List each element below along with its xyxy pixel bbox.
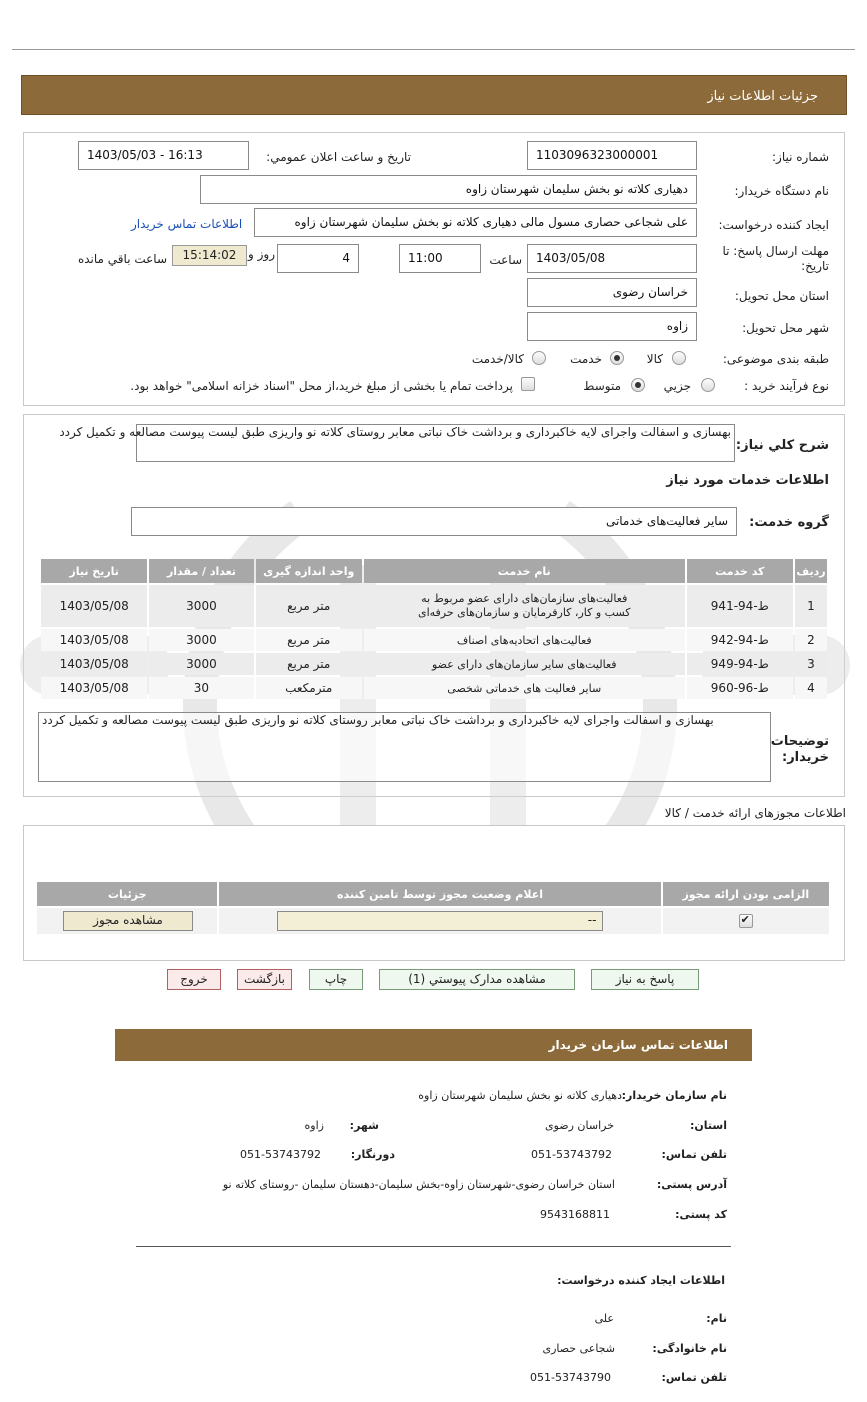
creator-phone-label: تلفن تماس: xyxy=(661,1371,727,1384)
category-radio-both[interactable] xyxy=(532,351,546,365)
permits-table xyxy=(35,880,831,936)
cell-status xyxy=(219,908,660,934)
back-button[interactable]: بازگشت xyxy=(237,969,292,990)
table-row xyxy=(41,629,827,651)
creator-name: علی xyxy=(594,1312,614,1325)
page-header xyxy=(21,75,847,115)
contact-province: خراسان رضوی xyxy=(544,1119,614,1132)
creator-family: شجاعی حصاری xyxy=(542,1342,615,1355)
province-field: خراسان رضوی xyxy=(527,278,697,307)
need-number-label: شماره نیاز: xyxy=(772,150,829,164)
category-service-label: خدمت xyxy=(570,352,602,366)
process-minor-label: جزیي xyxy=(663,379,691,393)
cell-unit: متر مربع xyxy=(256,653,362,675)
creator-label: ایجاد کننده درخواست: xyxy=(718,218,829,232)
cell-row: 2 xyxy=(795,629,827,651)
cell-qty: 30 xyxy=(149,677,253,699)
services-heading: اطلاعات خدمات مورد نیاز xyxy=(666,473,829,488)
creator-heading: اطلاعات ایجاد کننده درخواست: xyxy=(557,1274,725,1287)
cell-row: 3 xyxy=(795,653,827,675)
permits-heading: اطلاعات مجوزهای ارائه خدمت / کالا xyxy=(664,806,846,820)
remaining-timer: 15:14:02 xyxy=(172,245,247,266)
cell-date: 1403/05/08 xyxy=(41,677,147,699)
col-row: ردیف xyxy=(795,559,827,583)
service-group-label: گروه خدمت: xyxy=(749,515,829,530)
cell-required xyxy=(663,908,829,934)
category-radio-goods[interactable] xyxy=(672,351,686,365)
contact-address-label: آدرس پستی: xyxy=(656,1178,727,1191)
category-both-label: کالا/خدمت xyxy=(471,352,524,366)
cell-row: 4 xyxy=(795,677,827,699)
cell-unit: متر مربع xyxy=(256,585,362,627)
required-checkbox xyxy=(739,914,753,928)
deadline-label: مهلت ارسال پاسخ: تا تاریخ: xyxy=(722,244,829,273)
category-radio-service[interactable] xyxy=(610,351,624,365)
category-label: طبقه بندی موضوعی: xyxy=(722,352,829,366)
cell-details xyxy=(37,908,217,934)
days-field: 4 xyxy=(277,244,359,273)
page-title: جزئیات اطلاعات نیاز xyxy=(707,89,818,104)
process-radio-minor[interactable] xyxy=(701,378,715,392)
table-row xyxy=(41,585,827,627)
cell-qty: 3000 xyxy=(149,629,253,651)
province-label: استان محل تحویل: xyxy=(734,289,829,303)
contact-divider xyxy=(136,1246,731,1247)
top-divider xyxy=(12,49,855,50)
category-goods-label: کالا xyxy=(646,352,663,366)
col-unit: واحد اندازه گیری xyxy=(256,559,362,583)
col-status: اعلام وضعیت مجوز توسط تامین کننده xyxy=(219,882,660,906)
cell-code: ط-96-960 xyxy=(687,677,793,699)
contact-fax: 051-53743792 xyxy=(240,1148,321,1161)
treasury-payment-text: پرداخت تمام یا بخشی از مبلغ خرید،از محل "اسناد خزانه اسلامی" خواهد بود. xyxy=(130,379,513,393)
summary-label: شرح کلي نیاز: xyxy=(735,438,829,453)
services-table xyxy=(39,557,829,701)
days-label: روز و xyxy=(248,247,275,261)
cell-code: ط-94-949 xyxy=(687,653,793,675)
cell-name: فعالیت‌های سازمان‌های دارای عضو مربوط به کسب و کار، کارفرمایان و سازمان‌های حرفه‌ای xyxy=(364,585,685,627)
cell-unit: مترمکعب xyxy=(256,677,362,699)
summary-textarea[interactable] xyxy=(59,424,735,462)
buyer-notes-textarea[interactable] xyxy=(38,712,771,782)
cell-name: فعالیت‌های اتحادیه‌های اصناف xyxy=(364,629,685,651)
buyer-org-label: نام دستگاه خریدار: xyxy=(734,184,829,198)
treasury-payment-checkbox[interactable] xyxy=(521,377,535,391)
col-details: جزئیات xyxy=(37,882,217,906)
buyer-org-field: دهیاری کلاته نو بخش سلیمان شهرستان زاوه xyxy=(200,175,697,204)
contact-address: استان خراسان رضوی-شهرستان زاوه-بخش سلیمان-دهستان سلیمان -روستای کلاته نو xyxy=(222,1178,615,1191)
process-medium-label: متوسط xyxy=(583,379,621,393)
deadline-date-field: 1403/05/08 xyxy=(527,244,697,273)
contact-province-label: استان: xyxy=(690,1119,727,1132)
contact-postal: 9543168811 xyxy=(540,1208,610,1221)
table-row xyxy=(37,908,829,934)
cell-name: سایر فعالیت های خدماتی شخصی xyxy=(364,677,685,699)
contact-fax-label: دورنگار: xyxy=(350,1148,395,1161)
creator-name-label: نام: xyxy=(706,1312,727,1325)
cell-code: ط-94-942 xyxy=(687,629,793,651)
city-field: زاوه xyxy=(527,312,697,341)
creator-family-label: نام خانوادگی: xyxy=(652,1342,727,1355)
cell-code: ط-94-941 xyxy=(687,585,793,627)
view-permit-button[interactable]: مشاهده مجوز xyxy=(63,911,193,931)
contact-city-label: شهر: xyxy=(349,1119,379,1132)
cell-qty: 3000 xyxy=(149,585,253,627)
cell-date: 1403/05/08 xyxy=(41,585,147,627)
col-qty: تعداد / مقدار xyxy=(149,559,253,583)
service-group-field: سایر فعالیت‌های خدماتی xyxy=(131,507,737,536)
contact-phone-label: تلفن تماس: xyxy=(661,1148,727,1161)
cell-date: 1403/05/08 xyxy=(41,653,147,675)
cell-unit: متر مربع xyxy=(256,629,362,651)
contact-title: اطلاعات تماس سازمان خریدار xyxy=(548,1038,728,1052)
contact-city: زاوه xyxy=(304,1119,324,1132)
reply-button[interactable]: پاسخ به نیاز xyxy=(591,969,699,990)
process-label: نوع فرآیند خرید : xyxy=(744,379,829,393)
deadline-time-label: ساعت xyxy=(489,253,522,267)
creator-field: علی شجاعی حصاری مسول مالی دهیاری کلاته نو بخش سلیمان شهرستان زاوه xyxy=(254,208,697,237)
cell-name: فعالیت‌های سایر سازمان‌های دارای عضو xyxy=(364,653,685,675)
contact-org-label: نام سازمان خریدار: xyxy=(621,1089,727,1102)
cell-date: 1403/05/08 xyxy=(41,629,147,651)
summary-text: بهسازی و اسفالت واجرای لایه خاکبرداری و برداشت خاک نباتی معابر روستای کلاته نو واریزی طبق لیست پیوست مصالعه و تکمیل کردد xyxy=(59,425,731,439)
table-row xyxy=(41,677,827,699)
print-button[interactable]: چاپ xyxy=(309,969,363,990)
contact-postal-label: کد پستی: xyxy=(675,1208,727,1221)
buyer-notes-text: بهسازی و اسفالت واجرای لایه خاکبرداری و برداشت خاک نباتی معابر روستای کلاته نو واریزی طبق لیست پیوست مصالعه و تکمیل کردد xyxy=(42,713,714,727)
city-label: شهر محل تحویل: xyxy=(742,321,829,335)
exit-button[interactable]: خروج xyxy=(167,969,221,990)
buyer-notes-label: توضیحات خریدار: xyxy=(770,734,829,765)
col-code: کد خدمت xyxy=(687,559,793,583)
remaining-label: ساعت باقي مانده xyxy=(77,252,167,266)
contact-header xyxy=(115,1029,752,1061)
announce-field: 1403/05/03 - 16:13 xyxy=(78,141,249,170)
contact-org: دهیاری کلاته نو بخش سلیمان شهرستان زاوه xyxy=(418,1089,622,1102)
col-required: الزامی بودن ارائه مجوز xyxy=(663,882,829,906)
cell-qty: 3000 xyxy=(149,653,253,675)
table-row xyxy=(41,653,827,675)
announce-label: تاریخ و ساعت اعلان عمومي: xyxy=(266,150,411,164)
deadline-time-field: 11:00 xyxy=(399,244,481,273)
process-radio-medium[interactable] xyxy=(631,378,645,392)
attachments-button[interactable]: مشاهده مدارک پیوستي (1) xyxy=(379,969,575,990)
buyer-contact-link[interactable]: اطلاعات تماس خریدار xyxy=(131,217,243,231)
cell-row: 1 xyxy=(795,585,827,627)
col-name: نام خدمت xyxy=(364,559,685,583)
creator-phone: 051-53743790 xyxy=(530,1371,611,1384)
need-number-field: 1103096323000001 xyxy=(527,141,697,170)
contact-phone: 051-53743792 xyxy=(531,1148,612,1161)
permit-status-field[interactable]: -- xyxy=(277,911,603,931)
col-date: تاریخ نیاز xyxy=(41,559,147,583)
